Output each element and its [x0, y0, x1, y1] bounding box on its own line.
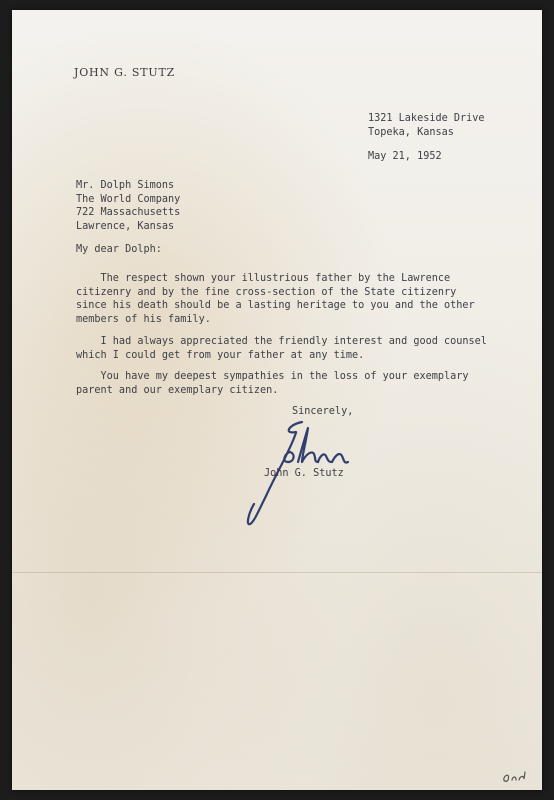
body-line: I had always appreciated the friendly interest and good counsel: [76, 336, 487, 347]
body-line: You have my deepest sympathies in the loss of your exemplary: [76, 371, 469, 382]
recipient-line: Mr. Dolph Simons: [76, 180, 175, 191]
body-line: members of his family.: [76, 313, 211, 325]
body-paragraph: [76, 272, 475, 326]
signer-name: John G. Stutz: [264, 468, 344, 479]
sender-address-line: Topeka, Kansas: [368, 126, 454, 138]
body-paragraph: [76, 335, 487, 362]
sender-address-line: 1321 Lakeside Drive: [368, 113, 485, 124]
letterhead-name: JOHN G. STUTZ: [74, 66, 176, 79]
recipient-line: The World Company: [76, 193, 181, 205]
recipient-line: 722 Massachusetts: [76, 207, 181, 219]
body-line: parent and our exemplary citizen.: [76, 384, 279, 396]
salutation: My dear Dolph:: [76, 244, 162, 255]
letter-date: May 21, 1952: [368, 151, 442, 162]
pencil-mark: [500, 768, 530, 786]
recipient-address: [76, 179, 180, 233]
body-line: which I could get from your father at any time.: [76, 349, 365, 361]
paper-fold-line: [12, 572, 542, 573]
body-line: The respect shown your illustrious father by the Lawrence: [76, 273, 451, 284]
sender-address: [368, 112, 485, 139]
body-paragraph: [76, 370, 469, 397]
body-line: citizenry and by the fine cross-section of the State citizenry: [76, 286, 457, 298]
body-line: since his death should be a lasting heritage to you and the other: [76, 300, 475, 312]
closing: Sincerely,: [292, 406, 354, 417]
recipient-line: Lawrence, Kansas: [76, 220, 175, 232]
